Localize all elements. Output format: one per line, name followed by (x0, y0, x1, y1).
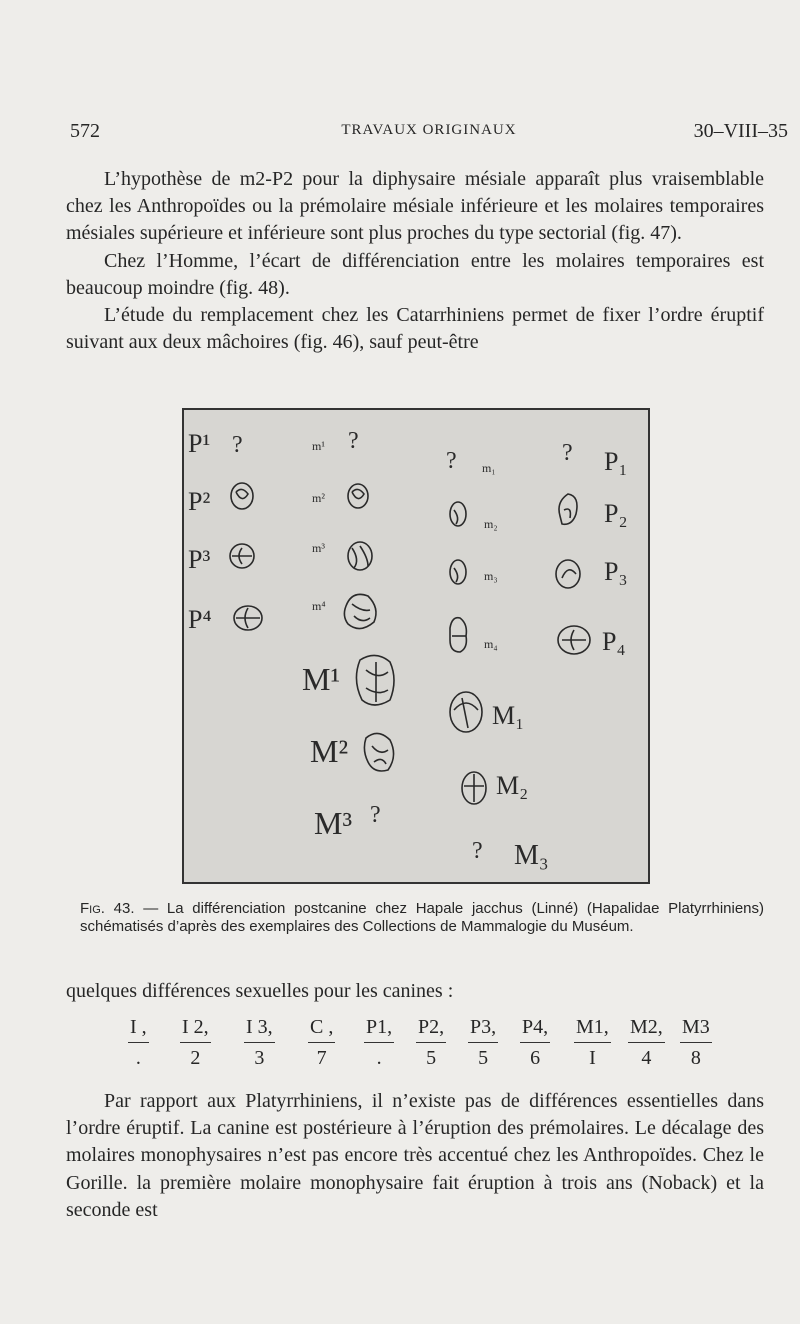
label-m2-lower: m₂ (484, 517, 498, 531)
tooth-icon (450, 502, 466, 526)
formula-term: P1, . (366, 1016, 393, 1069)
tooth-icon (348, 484, 368, 508)
label-P2-upper: P² (188, 487, 211, 516)
tooth-icon (450, 560, 466, 584)
question-mark: ? (232, 432, 243, 458)
figure-number: Fig. 43. (80, 900, 135, 917)
label-P3-lower: P₃ (604, 557, 628, 586)
tooth-icon (231, 483, 253, 509)
label-M1-upper: M¹ (302, 661, 341, 697)
figure-caption (80, 900, 764, 936)
tooth-icon (344, 594, 376, 628)
label-M2-lower: M₂ (496, 771, 529, 800)
question-mark: ? (370, 802, 381, 828)
label-P1-lower: P₁ (604, 447, 628, 476)
paragraph: Par rapport aux Platyrrhiniens, il n’existe pas de différences essentielles dans l’ordre éruptif. La canine est postérieure à l’éruption des prémolaires. Le décalage des molaires monophysaires n’est pas encore très accentué chez les Anthropoïdes. Chez le Gorille. la première molaire monophysaire fait éruption à trois ans (Noback) et la seconde est (66, 1090, 764, 1221)
body-text-bottom (66, 1088, 764, 1224)
text-before-formula: quelques différences sexuelles pour les canines : (66, 980, 454, 1002)
label-P4-upper: P⁴ (188, 605, 212, 634)
formula-term: $\frac{P2,}{5}$ (418, 1016, 445, 1069)
running-title: TRAVAUX ORIGINAUX (341, 122, 517, 138)
label-m2-upper: m² (312, 491, 325, 505)
formula-term: $\frac{P4,}{6}$ (522, 1016, 549, 1069)
formula-term: I , . (130, 1016, 147, 1069)
formula-term: $\frac{M2,}{4}$ (630, 1016, 663, 1069)
figure-tooth-diagram (182, 408, 650, 884)
question-mark: ? (446, 448, 457, 474)
label-M2-upper: M² (310, 733, 349, 769)
running-header (70, 120, 788, 144)
body-text-top (66, 166, 764, 356)
question-mark: ? (562, 440, 573, 466)
label-M3-lower: M₃ (514, 840, 549, 871)
question-mark: ? (348, 428, 359, 454)
label-m4-upper: m⁴ (312, 599, 326, 613)
formula-term: $\frac{M3}{8}$ (682, 1016, 710, 1069)
paragraph: L’étude du remplacement chez les Catarrhiniens permet de fixer l’ordre éruptif suivant aux deux mâchoires (fig. 46), sauf peut-être (66, 304, 764, 354)
formula-term: $\frac{P3,}{5}$ (470, 1016, 497, 1069)
label-P1-upper: P¹ (188, 429, 211, 458)
formula-term: $\frac{C ,}{7}$ (310, 1016, 334, 1069)
label-m1-upper: m¹ (312, 439, 325, 453)
label-P4-lower: P₄ (602, 627, 626, 656)
label-m3-lower: m₃ (484, 569, 498, 583)
label-M3-upper: M³ (314, 805, 353, 841)
label-P2-lower: P₂ (604, 499, 628, 528)
issue-date: 30–VIII–35 (693, 120, 788, 142)
formula-term: $\frac{I 3,}{3}$ (246, 1016, 273, 1069)
label-m4-lower: m₄ (484, 637, 498, 651)
page-number: 572 (70, 120, 100, 142)
paragraph: L’hypothèse de m2-P2 pour la diphysaire mésiale apparaît plus vraisemblable chez les Anthropoïdes ou la prémolaire mésiale inférieure et les molaires temporaires mésiales supérieure et inférieure sont plus proches du type sectorial (fig. 47). (66, 168, 764, 245)
label-m3-upper: m³ (312, 541, 325, 555)
tooth-icon (450, 692, 482, 732)
label-P3-upper: P³ (188, 545, 211, 574)
label-m1-lower: m₁ (482, 461, 496, 475)
eruption-order-formula (128, 1016, 708, 1076)
paragraph: Chez l’Homme, l’écart de différenciation entre les molaires temporaires est beaucoup moindre (fig. 48). (66, 249, 764, 299)
label-M1-lower: M₁ (492, 701, 525, 730)
caption-text: — La différenciation postcanine chez Hapale jacchus (Linné) (Hapalidae Platyrrhiniens) schématisés d’après des exemplaires des Collections de Mammalogie du Muséum. (80, 900, 765, 935)
tooth-icon (450, 618, 466, 652)
question-mark: ? (472, 838, 483, 864)
tooth-icon (556, 560, 580, 588)
formula-term: $\frac{M1,}{I}$ (576, 1016, 609, 1069)
formula-term: $\frac{I 2,}{2}$ (182, 1016, 209, 1069)
